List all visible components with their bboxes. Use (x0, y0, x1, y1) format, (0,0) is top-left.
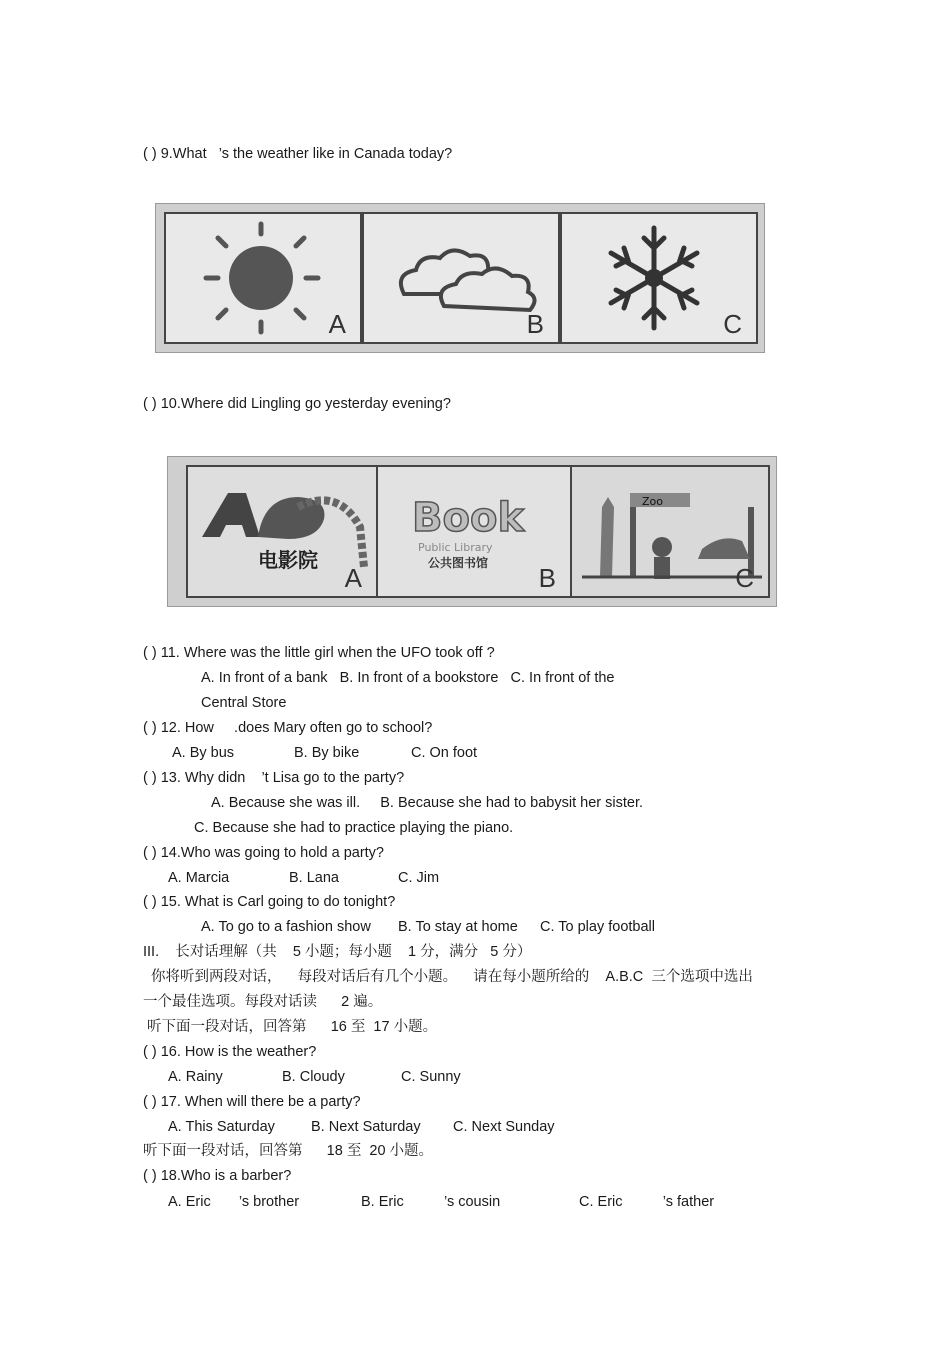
q14-option-b: B. Lana (289, 870, 339, 886)
weather-figure (155, 203, 765, 353)
q12-option-b: B. By bike (294, 745, 360, 761)
q16-option-b: B. Cloudy (282, 1069, 345, 1085)
option-c-label: C (735, 563, 754, 593)
library-en: Public Library (418, 541, 493, 554)
q17-option-a: A. This Saturday (168, 1119, 275, 1135)
cloudy-panel[interactable] (362, 212, 560, 344)
section-3-heading: III. 长对话理解（共 5 小题；每小题 1 分，满分 5 分） (143, 944, 532, 960)
q12-option-c: C. On foot (411, 745, 478, 761)
q11-options-line1: A. In front of a bank B. In front of a bookstore C. In front of the (201, 670, 615, 686)
question-15: ( ) 15. What is Carl going to do tonight? (143, 894, 396, 910)
question-14: ( ) 14.Who was going to hold a party? (143, 845, 384, 861)
q13-options-line1: A. Because she was ill. B. Because she had to babysit her sister. (211, 795, 644, 811)
question-11: ( ) 11. Where was the little girl when the UFO took off ? (143, 645, 495, 661)
option-b-label: B (538, 563, 556, 593)
library-panel[interactable] (376, 465, 572, 598)
cinema-panel[interactable] (186, 465, 378, 598)
q15-option-b: B. To stay at home (398, 919, 518, 935)
q14-option-c: C. Jim (398, 870, 440, 886)
q15-option-c: C. To play football (540, 919, 655, 935)
q12-option-a: A. By bus (172, 745, 235, 761)
snowy-panel[interactable] (560, 212, 758, 344)
option-a-label: A (344, 563, 362, 593)
q18-option-b: B. Eric ’s cousin (361, 1194, 501, 1210)
places-figure (167, 456, 777, 607)
q15-option-a: A. To go to a fashion show (201, 919, 371, 935)
question-12: ( ) 12. How .does Mary often go to school? (143, 720, 433, 736)
option-a-label: A (328, 309, 346, 339)
q16-option-a: A. Rainy (168, 1069, 223, 1085)
question-17: ( ) 17. When will there be a party? (143, 1094, 361, 1110)
section-3-instruction-2: 一个最佳选项。每段对话读 2 遍。 (143, 994, 383, 1010)
option-b-label: B (526, 309, 544, 339)
question-9: ( ) 9.What ’s the weather like in Canada today? (143, 146, 453, 162)
q11-options-line2: Central Store (201, 695, 287, 711)
library-logo-text: Book (412, 495, 525, 541)
listen-instruction-1: 听下面一段对话，回答第 16 至 17 小题。 (143, 1019, 438, 1035)
q14-option-a: A. Marcia (168, 870, 230, 886)
q17-option-c: C. Next Sunday (453, 1119, 555, 1135)
zoo-sign: Zoo (642, 495, 663, 508)
question-10: ( ) 10.Where did Lingling go yesterday evening? (143, 396, 451, 412)
library-cn: 公共图书馆 (428, 556, 489, 570)
section-3-instruction-1: 你将听到两段对话， 每段对话后有几个小题。 请在每小题所给的 A.B.C 三个选项中选出 (143, 969, 753, 985)
option-c-label: C (723, 309, 742, 339)
sunny-panel[interactable] (164, 212, 362, 344)
q13-options-line2: C. Because she had to practice playing the piano. (194, 820, 514, 836)
question-16: ( ) 16. How is the weather? (143, 1044, 317, 1060)
q17-option-b: B. Next Saturday (311, 1119, 421, 1135)
zoo-panel[interactable] (570, 465, 770, 598)
listen-instruction-2: 听下面一段对话，回答第 18 至 20 小题。 (143, 1143, 434, 1159)
question-18: ( ) 18.Who is a barber? (143, 1168, 292, 1184)
q16-option-c: C. Sunny (401, 1069, 461, 1085)
q18-option-c: C. Eric ’s father (579, 1194, 715, 1210)
cinema-text: 电影院 (258, 548, 318, 572)
question-13: ( ) 13. Why didn ’t Lisa go to the party? (143, 770, 405, 786)
q18-option-a: A. Eric ’s brother (168, 1194, 300, 1210)
